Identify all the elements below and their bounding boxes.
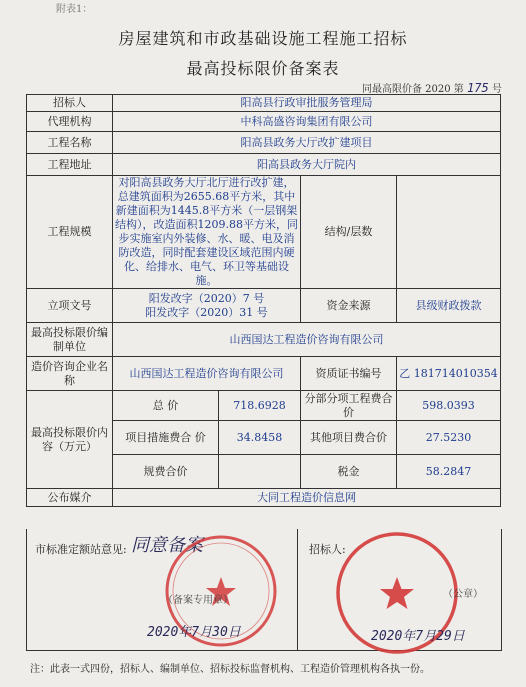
project-name-label: 工程名称 xyxy=(27,132,113,154)
quota-station-opinion-label: 市标准定额站意见: xyxy=(35,543,127,556)
record-table xyxy=(26,94,501,507)
project-name-value: 阳高县政务大厅改扩建项目 xyxy=(113,132,501,154)
media-value: 大同工程造价信息网 xyxy=(113,489,501,507)
total-value: 718.6928 xyxy=(219,391,301,421)
location-value: 阳高县政务大厅院内 xyxy=(113,154,501,176)
subitem-value: 598.0393 xyxy=(397,391,501,421)
agency-value: 中科高盛咨询集团有限公司 xyxy=(113,112,501,132)
filing-date: 2020年7月30日 xyxy=(147,625,241,640)
record-number: 175 xyxy=(467,81,489,95)
prep-unit-label: 最高投标限价编制单位 xyxy=(27,323,113,357)
consult-value: 山西国达工程造价咨询有限公司 xyxy=(113,357,301,391)
media-label: 公布媒介 xyxy=(27,489,113,507)
approval-handwriting: 同意备案 xyxy=(131,535,203,556)
footnote: 注：此表一式四份，招标人、编制单位、招标投标监督机构、工程造价管理机构各执一份。 xyxy=(30,664,430,675)
record-suffix: 号 xyxy=(491,84,502,95)
agency-label: 代理机构 xyxy=(27,112,113,132)
funding-label: 资金来源 xyxy=(301,289,397,323)
scale-value: 对阳高县政务大厅北厅进行改扩建，总建筑面积为2655.68平方米，其中新建面积为1445.8平方米（一层钢架结构），改造面积1209.88平方米，同步实施室内外装修、水、暖、电及消防改造，同时配套建设区域范围内硬化、给排水、电气、环卫等基础设施。 xyxy=(113,176,301,289)
approval-value-2: 阳发改字（2020）31 号 xyxy=(145,305,268,319)
official-seal-caption: （公章） xyxy=(443,589,483,600)
measures-label: 项目措施费合 价 xyxy=(113,421,219,455)
prep-unit-value: 山西国达工程造价咨询有限公司 xyxy=(113,323,501,357)
structure-value xyxy=(397,176,501,289)
tax-value: 58.2847 xyxy=(397,455,501,489)
tenderer-sign-label: 招标人: xyxy=(309,543,346,556)
attachment-label: 附表1： xyxy=(56,4,93,15)
location-label: 工程地址 xyxy=(27,154,113,176)
fees-value xyxy=(219,455,301,489)
tenderer-value: 阳高县行政审批服务管理局 xyxy=(113,95,501,112)
title-line-2: 最高投标限价备案表 xyxy=(186,59,340,78)
consult-label: 造价咨询企业名称 xyxy=(27,357,113,391)
record-prefix: 同最高限价备 2020 第 xyxy=(362,84,464,95)
fees-label: 规费合价 xyxy=(113,455,219,489)
title-line-1: 房屋建筑和市政基础设施工程施工招标 xyxy=(118,29,408,48)
tenderer-sign-date: 2020年7月29日 xyxy=(371,629,465,644)
approval-value-1: 阳发改字（2020）7 号 xyxy=(148,291,265,305)
tax-label: 税金 xyxy=(301,455,397,489)
tenderer-label: 招标人 xyxy=(27,95,113,112)
other-value: 27.5230 xyxy=(397,421,501,455)
approval-label: 立项文号 xyxy=(27,289,113,323)
total-label: 总 价 xyxy=(113,391,219,421)
cert-label: 资质证书编号 xyxy=(301,357,397,391)
cert-value: 乙 181714010354 xyxy=(397,357,501,391)
filing-seal-caption: （备案专用章） xyxy=(163,595,233,606)
funding-value: 县级财政拨款 xyxy=(397,289,501,323)
signature-area xyxy=(26,529,502,651)
price-group-label: 最高投标限价内容（万元） xyxy=(27,391,113,489)
other-label: 其他项目费合价 xyxy=(301,421,397,455)
measures-value: 34.8458 xyxy=(219,421,301,455)
approval-value xyxy=(113,289,301,323)
scale-label: 工程规模 xyxy=(27,176,113,289)
subitem-label: 分部分项工程费合价 xyxy=(301,391,397,421)
signature-divider xyxy=(297,529,298,650)
record-number-line xyxy=(362,80,502,95)
structure-label: 结构/层数 xyxy=(301,176,397,289)
